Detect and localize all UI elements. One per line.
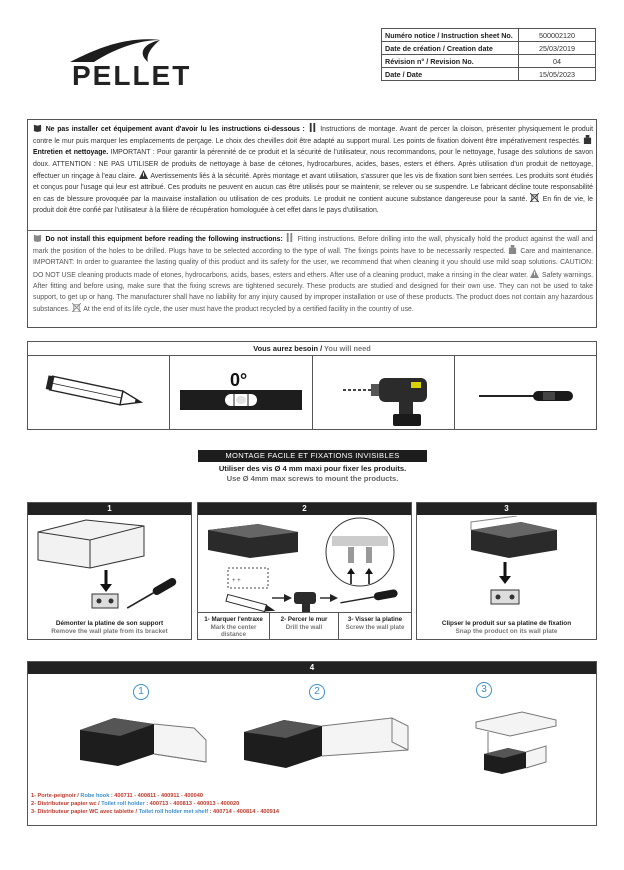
legend-item <box>31 800 279 808</box>
cleaning-icon <box>583 135 592 144</box>
mounting-text-fr: Utiliser des vis Ø 4 mm maxi pour fixer les produits. <box>218 464 407 473</box>
notice-fr-warn-text: Après montage et avant utilisation, s'assurer que les vis de fixation sont bien serrées. Les produits sont étudiés et conçus pour l'usage qui leur est attribué. Ces produits ne peuvent en aucun cas être utilisés pour se maintenir, se relever ou se suspendre. Le fabricant décline toute responsabilité en cas de blessure provoquée par la mauvaise installation ou utilisation de ces produits. Le produit ne contient aucune substance dangereuse pour la santé. <box>33 172 593 204</box>
notice-en-warn-title: Safety warnings. <box>542 271 593 279</box>
svg-text:+ +: + + <box>232 578 241 584</box>
legend-item <box>31 808 279 816</box>
tool-pencil <box>28 356 170 430</box>
step-3-caption-fr: Clipser le produit sur sa platine de fixation <box>441 620 572 627</box>
notice-en-care-text: IMPORTANT: In order to guarantee the lasting quality of this product and its safety for the user, we recommend that when cleaning it you should use mild soap solutions. CAUTION: DO NOT USE cleaning products made of etones, hydrocarbons, acids, bases, esters and ethers. After use of a cleaning product, make a rinsing in the clear water. <box>33 259 593 279</box>
info-row <box>382 55 596 68</box>
step-2-illustration <box>198 516 411 612</box>
notice-fr-mount-title: Instructions de montage. <box>320 126 398 133</box>
mounting-info <box>198 450 427 483</box>
level-angle-label: 0° <box>230 370 248 390</box>
pencil-icon <box>28 356 169 430</box>
step-number: 2 <box>198 503 411 515</box>
step-2-sub-2-fr: 2- Percer le mur <box>280 616 328 623</box>
book-icon <box>33 123 42 132</box>
tool-screwdriver <box>455 356 596 430</box>
step-4-panel <box>27 661 597 826</box>
recycle-bin-icon <box>530 193 539 202</box>
step-1-panel <box>27 502 192 640</box>
product-marker-2: 2 <box>309 684 325 700</box>
step-2-sub-1 <box>198 612 270 640</box>
step-2-sub-1-fr: 1- Marquer l'entraxe <box>204 616 263 623</box>
legend-item-codes: : 400714 - 400814 - 400914 <box>208 809 279 816</box>
warning-icon <box>139 170 148 179</box>
step-2-sub-3-fr: 3- Visser la platine <box>347 616 403 623</box>
step-1-caption <box>32 620 187 636</box>
notice-en-care-title: Care and maintenance. <box>520 248 593 256</box>
step-number: 1 <box>28 503 191 515</box>
safety-notice-box <box>27 119 597 328</box>
info-value: 25/03/2019 <box>519 42 596 55</box>
info-row <box>382 42 596 55</box>
notice-fr-care-title: Entretien et nettoyage. <box>33 149 109 157</box>
notice-fr-warn-title: Avertissements liés à la sécurité. <box>150 172 252 180</box>
notice-fr-eol-text: En fin de vie, le produit doit être confié par l'utilisateur à la filière de récupération homologuée à cet effet dans le pays d'utilisation. <box>33 196 594 215</box>
notice-en-warn-text: After fitting and before using, make sure that the fixing screws are tightened securely. These products are studied and designed for their own use. They can not be used to take support, to get up or hang. The manufacturer shall have no liability for any injury caused by improper installation or use of these products. The product does not contain any hazardous substances. <box>33 282 593 314</box>
product-marker-1: 1 <box>133 684 149 700</box>
product-marker-3: 3 <box>476 682 492 698</box>
tool-drill <box>313 356 455 430</box>
warning-icon <box>530 269 539 278</box>
notice-fr-heading: Ne pas installer cet équipement avant d'avoir lu les instructions ci-dessous : <box>45 126 305 133</box>
legend-item-codes: : 400713 - 400813 - 400913 - 400020 <box>144 801 240 808</box>
tool-level <box>170 356 312 430</box>
notice-fr-mount-text: Avant de percer la cloison, présenter physiquement le produit contre le mur puis marquer les emplacements de perçage. Le choix des chevilles doit être adapté au support mural. Les points de fixation doivent être impérativement respectés. <box>33 126 594 146</box>
step-1-caption-fr: Démonter la platine de son support <box>55 620 164 627</box>
drill-icon <box>313 356 454 430</box>
product-legend <box>31 792 279 817</box>
legend-item-fr: 1- Porte-peignoir / <box>31 793 81 799</box>
tools-icon <box>285 233 294 242</box>
step-3-illustration <box>417 516 596 612</box>
step-2-sub-2-en: Drill the wall <box>285 623 323 631</box>
step-2-sub-3-en: Screw the wall plate <box>345 623 405 631</box>
legend-item-en: Toilet roll holder <box>101 801 145 808</box>
cleaning-icon <box>508 245 517 254</box>
tools-needed <box>27 341 597 430</box>
step-2-sub-2 <box>270 612 339 640</box>
step-3-caption <box>421 620 592 636</box>
step-3-panel <box>416 502 597 640</box>
mounting-title: MONTAGE FACILE ET FIXATIONS INVISIBLES <box>198 450 427 462</box>
toilet-roll-holder-illustration <box>224 698 424 788</box>
info-value: 500002120 <box>519 29 596 42</box>
tools-heading-fr: Vous aurez besoin / <box>253 344 325 353</box>
info-label: Révision n° / Revision No. <box>382 55 519 68</box>
tools-icon <box>308 123 317 132</box>
legend-item-en: Robe hook <box>80 793 110 799</box>
tools-row <box>28 356 596 430</box>
step-number: 3 <box>417 503 596 515</box>
legend-item-en: Toilet roll holder met shelf <box>138 809 209 816</box>
legend-item-fr: 2- Distributeur papier wc / <box>31 801 102 808</box>
brand-name: PELLET <box>72 60 192 91</box>
info-label: Numéro notice / Instruction sheet No. <box>382 29 519 42</box>
book-icon <box>33 233 42 242</box>
notice-fr-care-text: IMPORTANT : Pour garantir la pérennité de ce produit et la sécurité de l'utilisateur, nous recommandons, pour le nettoyage, l'usage des solutions de savon doux. ATTENTION : NE PAS UTILISER de produits de nettoyage à base de cétones, hydrocarbures, acides, bases, esters et éthers. Après utilisation d'un produit de nettoyage, effectuer un rinçage à l'eau claire. <box>33 149 593 180</box>
tools-heading-en: You will need <box>324 344 371 353</box>
document-info-table <box>381 28 596 81</box>
roll-holder-with-shelf-illustration <box>464 702 564 782</box>
step-2-sub-1-en: Mark the center distance <box>210 623 257 639</box>
spirit-level-icon <box>170 356 311 430</box>
robe-hook-illustration <box>74 702 214 782</box>
info-value: 04 <box>519 55 596 68</box>
info-label: Date / Date <box>382 68 519 81</box>
info-label: Date de création / Creation date <box>382 42 519 55</box>
notice-divider <box>28 230 596 231</box>
step-number: 4 <box>28 662 596 674</box>
recycle-bin-icon <box>72 303 81 312</box>
notice-en-eol-text: At the end of its life cycle, the user must have the product recycled by a certified facility in the country of use. <box>83 306 414 314</box>
legend-item-codes: : 400711 - 400811 - 400911 - 400040 <box>109 793 203 799</box>
step-1-caption-en: Remove the wall plate from its bracket <box>51 627 168 635</box>
info-row <box>382 68 596 81</box>
notice-en-mount-title: Fitting instructions. <box>297 236 356 243</box>
tools-heading <box>28 342 596 356</box>
step-3-caption-en: Snap the product on its wall plate <box>455 627 558 635</box>
notice-english <box>33 233 593 315</box>
info-row <box>382 29 596 42</box>
notice-en-mount-text: Before drilling into the wall, physically hold the product against the wall and mark the position of the holes to be drilled. Plugs have to be selected according to the type of wall. The fixings points have to be necessarily respected. <box>33 236 594 256</box>
info-value: 15/05/2023 <box>519 68 596 81</box>
step-2-panel <box>197 502 412 640</box>
notice-en-heading: Do not install this equipment before reading the following instructions: <box>45 236 283 243</box>
legend-item-fr: 3- Distributeur papier WC avec tablette / <box>31 809 139 816</box>
mounting-text-en: Use Ø 4mm max screws to mount the products. <box>226 474 399 483</box>
screwdriver-icon <box>455 356 596 430</box>
notice-french <box>33 123 593 217</box>
legend-item <box>31 792 279 800</box>
step-2-sub-3 <box>339 612 411 640</box>
step-1-illustration <box>28 516 191 612</box>
